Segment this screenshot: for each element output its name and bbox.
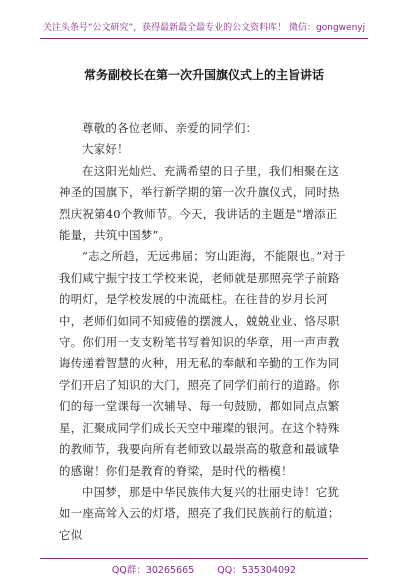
paragraph-china-dream: 中国梦，那是中华民族伟大复兴的壮丽史诗！它犹如一座高耸入云的灯塔，照亮了我们民族前行的航道；它似 (59, 484, 340, 542)
paragraph-teachers: “志之所趋，无远弗届；穷山距海，不能限也。”对于我们咸宁振宁技工学校来说，老师就是那照亮学子前路的明灯，是学校发展的中流砥柱。在往昔的岁月长河中，老师们如同不知疲倦的摆渡人，兢兢业业、恪尽职守。你们用一支支粉笔书写着知识的华章，用一声声教诲传递着智慧的火种，用无私的奉献和辛勤的工作为同学们开启了知识的大门，照亮了同学们前行的道路。你们的每一堂课每一次辅导、每一句鼓励，都如同点点繁星，汇聚成同学们成长天空中璀璨的银河。在这个特殊的教师节，我要向所有老师致以最崇高的敬意和最诚挚的感谢！你们是教育的脊梁，是时代的楷模！ (59, 249, 346, 478)
footer (0, 562, 408, 576)
footer-qq: QQ：535304092 (217, 565, 297, 576)
header-divider (40, 38, 368, 39)
footer-qq-group: QQ群：30265665 (111, 565, 195, 576)
header-banner: 关注头条号“公文研究”，获得最新最全最专业的公文资料库！ 微信：gongwenyj (42, 23, 366, 33)
paragraph-opening: 在这阳光灿烂、充满希望的日子里，我们相聚在这神圣的国旗下，举行新学期的第一次升旗仪式，同时热烈庆祝第40个教师节。今天，我讲话的主题是“增添正能量，共筑中国梦”。 (59, 163, 340, 243)
greeting: 大家好！ (82, 142, 129, 157)
footer-divider (40, 558, 368, 559)
document-title: 常务副校长在第一次升国旗仪式上的主旨讲话 (83, 68, 324, 82)
salutation: 尊敬的各位老师、亲爱的同学们： (82, 121, 258, 135)
document-body (59, 118, 349, 546)
